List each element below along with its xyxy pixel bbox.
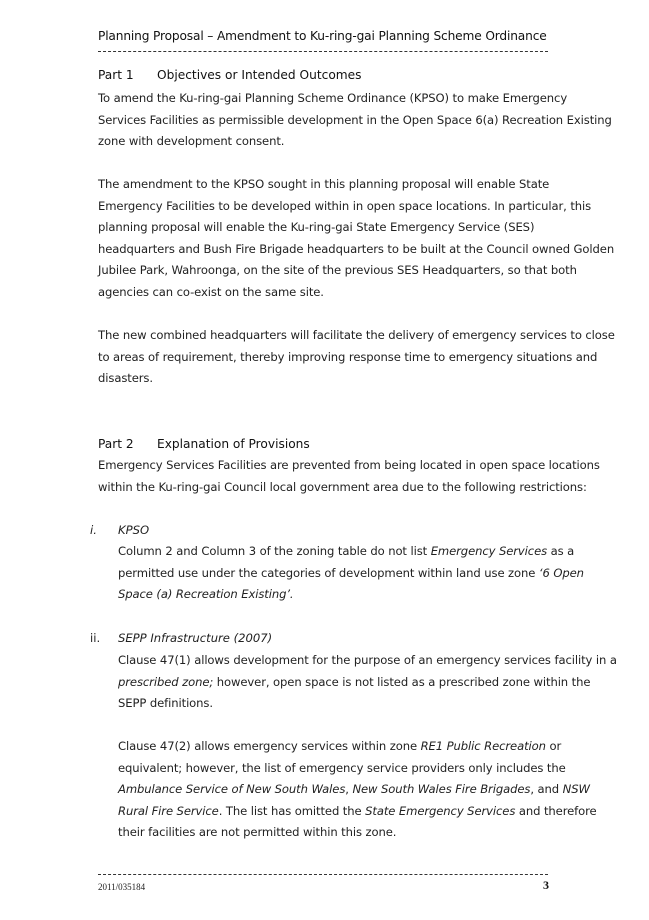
text-line: Services Facilities as permissible development in the Open Space 6(a) Recreation Existing	[98, 112, 612, 127]
part1-paragraph-amendment	[98, 174, 615, 304]
part2-intro-paragraph	[98, 455, 600, 498]
text-line: within the Ku-ring-gai Council local government area due to the following restrictions:	[98, 479, 587, 494]
emphasis-text: State Emergency Services	[365, 803, 516, 818]
text-line: their facilities are not permitted within this zone.	[118, 825, 397, 840]
emphasis-text: ‘6 Open	[538, 565, 584, 580]
emphasis-text: NSW	[562, 782, 590, 797]
part1-paragraph-headquarters	[98, 325, 615, 390]
emphasis-text: prescribed zone;	[118, 674, 214, 689]
item-kpso-paragraph	[118, 541, 588, 606]
text-line: Emergency Facilities to be developed within in open space locations. In particular, this	[98, 198, 592, 213]
text-run: however, open space is not listed as a prescribed zone within the	[213, 674, 591, 689]
text-run: . The list has omitted the	[218, 803, 366, 818]
footer-divider	[98, 874, 548, 875]
text-line	[118, 541, 588, 563]
text-line: To amend the Ku-ring-gai Planning Scheme Ordinance (KPSO) to make Emergency	[98, 91, 568, 105]
text-run: Column 2 and Column 3 of the zoning table do not list	[118, 544, 431, 558]
text-line	[118, 563, 588, 585]
emphasis-text: Space (a) Recreation Existing’.	[118, 587, 294, 602]
emphasis-text: Rural Fire Service	[118, 803, 219, 818]
page-number: 3	[543, 878, 549, 892]
part1-paragraph-objective	[98, 88, 612, 153]
text-line: Jubilee Park, Wahroonga, on the site of the previous SES Headquarters, so that both	[98, 263, 577, 278]
text-line: The new combined headquarters will facilitate the delivery of emergency services to close	[98, 328, 615, 342]
text-line: Emergency Services Facilities are prevented from being located in open space locations	[98, 458, 600, 472]
text-line: Clause 47(1) allows development for the purpose of an emergency services facility in a	[118, 653, 617, 667]
list-marker-ii: ii.	[90, 631, 101, 645]
part2-title: Explanation of Provisions	[157, 437, 310, 451]
text-line: equivalent; however, the list of emergency service providers only includes the	[118, 760, 566, 775]
text-run: and therefore	[515, 803, 597, 818]
item-title-sepp: SEPP Infrastructure (2007)	[118, 631, 273, 645]
item-sepp-clause-47-2	[118, 736, 597, 844]
text-line	[118, 779, 588, 801]
emphasis-text: New South Wales Fire Brigades	[352, 782, 531, 797]
part1-number: Part 1	[98, 68, 134, 82]
emphasis-text: Emergency Services	[430, 544, 548, 558]
part1-title: Objectives or Intended Outcomes	[157, 68, 362, 82]
emphasis-text: RE1 Public Recreation	[420, 739, 546, 753]
text-run: as a	[547, 544, 575, 558]
text-run: ,	[345, 782, 353, 797]
text-run: or	[545, 739, 562, 753]
list-marker-i: i.	[90, 523, 97, 537]
item-title-kpso: KPSO	[118, 523, 150, 537]
text-line: zone with development consent.	[98, 134, 285, 149]
text-line: to areas of requirement, thereby improving response time to emergency situations and	[98, 349, 598, 364]
emphasis-text: Ambulance Service of New South Wales	[118, 782, 346, 797]
text-run: Clause 47(2) allows emergency services within zone	[118, 739, 421, 753]
text-line	[118, 584, 588, 606]
text-line: agencies can co-exist on the same site.	[98, 284, 324, 299]
text-line: The amendment to the KPSO sought in this planning proposal will enable State	[98, 177, 550, 191]
text-line: disasters.	[98, 371, 153, 386]
text-line: headquarters and Bush Fire Brigade headquarters to be built at the Council owned Golden	[98, 241, 615, 256]
item-sepp-clause-47-1	[118, 650, 617, 715]
document-reference: 2011/035184	[98, 882, 146, 892]
part2-number: Part 2	[98, 437, 134, 451]
text-line: SEPP definitions.	[118, 696, 213, 711]
part2-heading	[98, 437, 310, 451]
text-run: permitted use under the categories of development within land use zone	[118, 565, 539, 580]
running-header-title: Planning Proposal – Amendment to Ku-ring-gai Planning Scheme Ordinance	[98, 29, 547, 43]
text-line	[118, 672, 591, 694]
header-divider	[98, 51, 548, 52]
text-line	[118, 801, 597, 823]
text-line	[118, 736, 588, 758]
text-run: , and	[530, 782, 563, 797]
part1-heading	[98, 68, 362, 82]
text-line: planning proposal will enable the Ku-ring-gai State Emergency Service (SES)	[98, 220, 535, 235]
